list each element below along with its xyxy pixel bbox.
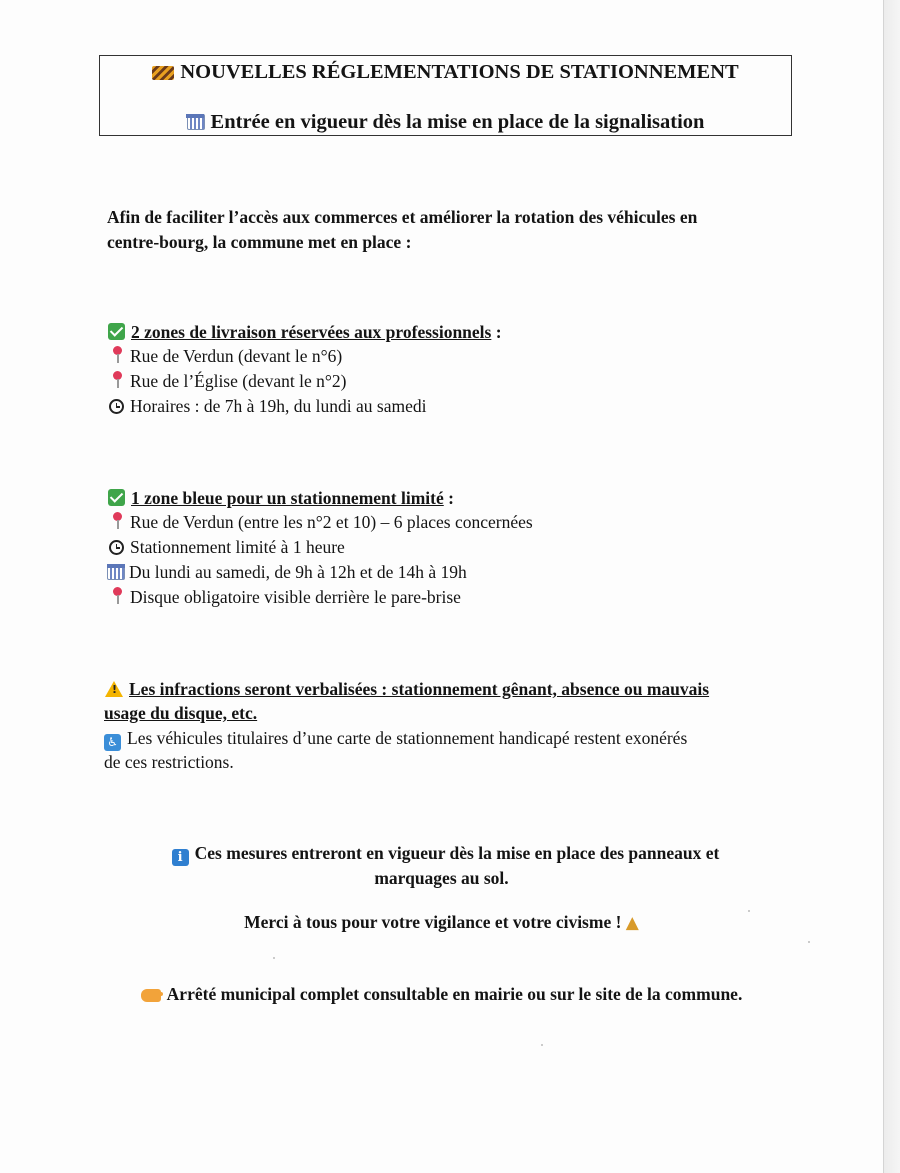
- list-item-text: Du lundi au samedi, de 9h à 12h et de 14h à 19h: [129, 562, 467, 582]
- list-item: [110, 587, 461, 608]
- pin-icon: [110, 346, 124, 364]
- header-subtitle-line: [100, 111, 791, 134]
- intro-line: centre-bourg, la commune met en place :: [107, 232, 412, 252]
- footer-text: Arrêté municipal complet consultable en mairie ou sur le site de la commune.: [166, 984, 743, 1004]
- list-item: [110, 346, 342, 367]
- warning-icon: [105, 681, 123, 697]
- info-text: marquages au sol.: [374, 868, 509, 888]
- clock-icon: [109, 540, 124, 555]
- list-item-text: Rue de Verdun (devant le n°6): [130, 346, 343, 366]
- footer-line: [0, 984, 883, 1005]
- info-line: [0, 843, 887, 866]
- warning-line: [104, 703, 257, 724]
- info-icon: i: [172, 849, 189, 866]
- list-item: [107, 562, 467, 583]
- thanks-text: Merci à tous pour votre vigilance et votre civisme !: [244, 912, 622, 932]
- list-item-text: Rue de Verdun (entre les n°2 et 10) – 6 places concernées: [130, 512, 533, 532]
- list-item: [109, 396, 426, 417]
- info-line: [0, 868, 883, 889]
- calendar-icon: [107, 564, 125, 580]
- header-title-line: [100, 61, 791, 84]
- exemption-line: [104, 728, 687, 751]
- heading-suffix: :: [443, 488, 454, 508]
- wheelchair-icon: ♿: [104, 734, 121, 751]
- pointing-hand-icon: [141, 989, 161, 1002]
- check-icon: [108, 323, 125, 340]
- scan-speck: [541, 1044, 543, 1046]
- info-text: Ces mesures entreront en vigueur dès la mise en place des panneaux et: [194, 843, 720, 863]
- intro-paragraph: [107, 205, 697, 255]
- list-item-text: Horaires : de 7h à 19h, du lundi au samedi: [130, 396, 427, 416]
- heading-suffix: :: [491, 322, 502, 342]
- pin-icon: [110, 371, 124, 389]
- intro-line: Afin de faciliter l’accès aux commerces et améliorer la rotation des véhicules en: [107, 207, 698, 227]
- blue-zone-heading: [108, 488, 454, 509]
- warning-text: usage du disque, etc.: [104, 703, 258, 723]
- exemption-text: Les véhicules titulaires d’une carte de stationnement handicapé restent exonérés: [127, 728, 688, 748]
- check-icon: [108, 489, 125, 506]
- list-item: [110, 512, 533, 533]
- header-title: NOUVELLES RÉGLEMENTATIONS DE STATIONNEMENT: [180, 61, 739, 83]
- delivery-heading-text: 2 zones de livraison réservées aux professionnels: [131, 322, 492, 342]
- exemption-text: de ces restrictions.: [104, 752, 234, 772]
- delivery-heading: [108, 322, 502, 343]
- warning-text: Les infractions seront verbalisées : stationnement gênant, absence ou mauvais: [129, 679, 710, 699]
- scan-speck: [273, 957, 275, 959]
- clock-icon: [109, 399, 124, 414]
- praying-hands-icon: ▲: [625, 913, 639, 933]
- blue-zone-heading-text: 1 zone bleue pour un stationnement limité: [131, 488, 444, 508]
- list-item-text: Disque obligatoire visible derrière le pare-brise: [130, 587, 461, 607]
- list-item-text: Rue de l’Église (devant le n°2): [130, 371, 347, 391]
- scan-speck: [748, 910, 750, 912]
- roadblock-icon: [152, 66, 174, 80]
- list-item: [110, 371, 346, 392]
- scan-speck: [808, 941, 810, 943]
- header-box: [99, 55, 792, 136]
- header-subtitle: Entrée en vigueur dès la mise en place de la signalisation: [210, 111, 705, 133]
- pin-icon: [110, 512, 124, 530]
- pin-icon: [110, 587, 124, 605]
- list-item: [109, 537, 345, 558]
- list-item-text: Stationnement limité à 1 heure: [130, 537, 345, 557]
- exemption-line: [104, 752, 234, 773]
- warning-line: [105, 679, 709, 700]
- page-edge-shadow: [883, 0, 900, 1173]
- thanks-line: [0, 912, 883, 933]
- calendar-icon: [187, 114, 205, 130]
